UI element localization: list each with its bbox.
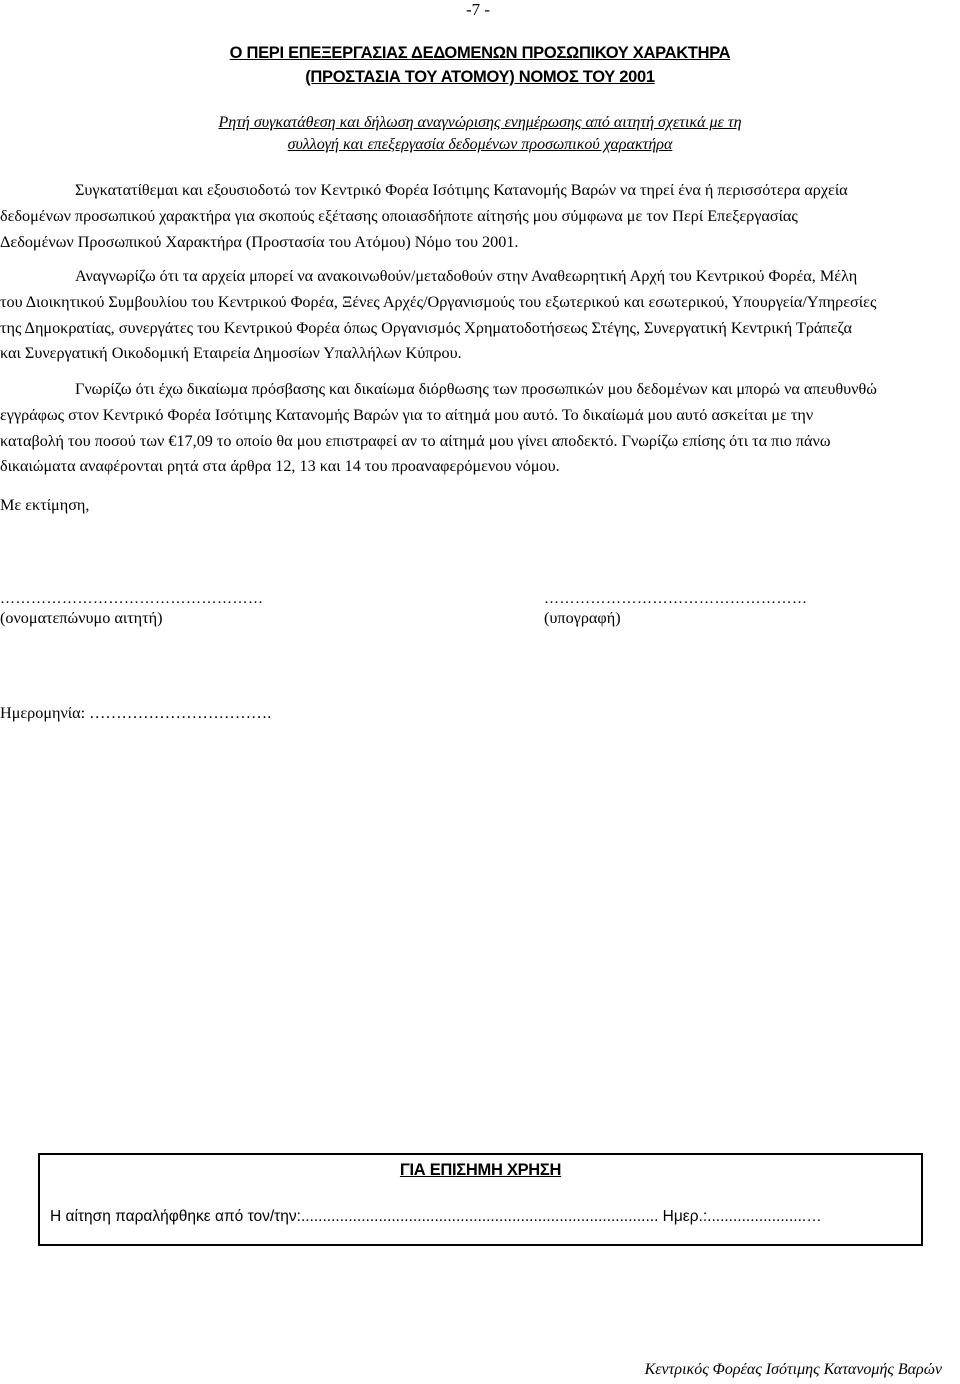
- paragraph-line: της Δημοκρατίας, συνεργάτες του Κεντρικού Φορέα όπως Οργανισμός Χρηματοδοτήσεως Στέγης, Συνεργατική Κεντρική Τράπεζα: [0, 318, 852, 337]
- applicant-name-label: (ονοματεπώνυμο αιτητή): [0, 609, 163, 627]
- official-use-box: [38, 1153, 923, 1246]
- paragraph-line: δικαιώματα αναφέρονται ρητά στα άρθρα 12, 13 και 14 του προαναφερόμενου νόμου.: [0, 457, 560, 476]
- date-field[interactable]: Ημερομηνία: …………………………….: [0, 704, 272, 722]
- official-use-title: ΓΙΑ ΕΠΙΣΗΜΗ ΧΡΗΣΗ: [399, 1161, 562, 1179]
- rights-paragraph: [0, 377, 960, 480]
- signature-field[interactable]: ……………………………………………: [544, 591, 808, 607]
- paragraph-line: καταβολή του ποσού των €17,09 το οποίο θα μου επιστραφεί αν το αίτημά μου γίνει αποδεκτό. Γνωρίζω επίσης ότι τα πιο πάνω: [0, 431, 831, 450]
- footer-organization: Κεντρικός Φορέας Ισότιμης Κατανομής Βαρών: [644, 1361, 942, 1378]
- paragraph-line: εγγράφως στον Κεντρικό Φορέα Ισότιμης Κατανομής Βαρών για το αίτημά μου αυτό. Το δικαίωμά μου αυτό ασκείται με την: [0, 405, 814, 424]
- paragraph-line: Αναγνωρίζω ότι τα αρχεία μπορεί να ανακοινωθούν/μεταδοθούν στην Αναθεωρητική Αρχή του Κεντρικού Φορέα, Μέλη: [75, 267, 858, 285]
- paragraph-line: Γνωρίζω ότι έχω δικαίωμα πρόσβασης και δικαίωμα διόρθωσης των προσωπικών μου δεδομένων και μπορώ να απευθυνθώ: [75, 380, 877, 398]
- disclosure-paragraph: [0, 264, 960, 367]
- paragraph-line: του Διοικητικού Συμβουλίου του Κεντρικού Φορέα, Ξένες Αρχές/Οργανισμούς του εξωτερικού και εσωτερικού, Υπουργεία/Υπηρεσίες: [0, 292, 877, 311]
- subtitle-line-1: Ρητή συγκατάθεση και δήλωση αναγνώρισης ενημέρωσης από αιτητή σχετικά με τη: [218, 114, 742, 131]
- document-title-line-1: Ο ΠΕΡΙ ΕΠΕΞΕΡΓΑΣΙΑΣ ΔΕΔΟΜΕΝΩΝ ΠΡΟΣΩΠΙΚΟΥ ΧΑΡΑΚΤΗΡΑ: [229, 44, 731, 62]
- paragraph-line: Δεδομένων Προσωπικού Χαρακτήρα (Προστασία του Ατόμου) Νόμο του 2001.: [0, 232, 519, 251]
- closing-salutation: Με εκτίμηση,: [0, 496, 90, 514]
- consent-paragraph: [0, 178, 960, 255]
- received-by-line: Η αίτηση παραλήφθηκε από τον/την:................................................................................... Ημερ.:.......................…: [50, 1208, 822, 1225]
- document-title-line-2: (ΠΡΟΣΤΑΣΙΑ ΤΟΥ ΑΤΟΜΟΥ) ΝΟΜΟΣ ΤΟΥ 2001: [305, 68, 655, 86]
- paragraph-line: δεδομένων προσωπικού χαρακτήρα για σκοπούς εξέτασης οποιασδήποτε αίτησής μου σύμφωνα με τον Περί Επεξεργασίας: [0, 206, 798, 225]
- paragraph-line: Συγκατατίθεμαι και εξουσιοδοτώ τον Κεντρικό Φορέα Ισότιμης Κατανομής Βαρών να τηρεί ένα ή περισσότερα αρχεία: [75, 181, 848, 199]
- page-number: -7 -: [466, 0, 491, 19]
- applicant-name-field[interactable]: ……………………………………………: [0, 591, 264, 607]
- subtitle-line-2: συλλογή και επεξεργασία δεδομένων προσωπικού χαρακτήρα: [287, 136, 673, 153]
- signature-label: (υπογραφή): [544, 609, 621, 627]
- paragraph-line: και Συνεργατική Οικοδομική Εταιρεία Δημοσίων Υπαλλήλων Κύπρου.: [0, 344, 462, 363]
